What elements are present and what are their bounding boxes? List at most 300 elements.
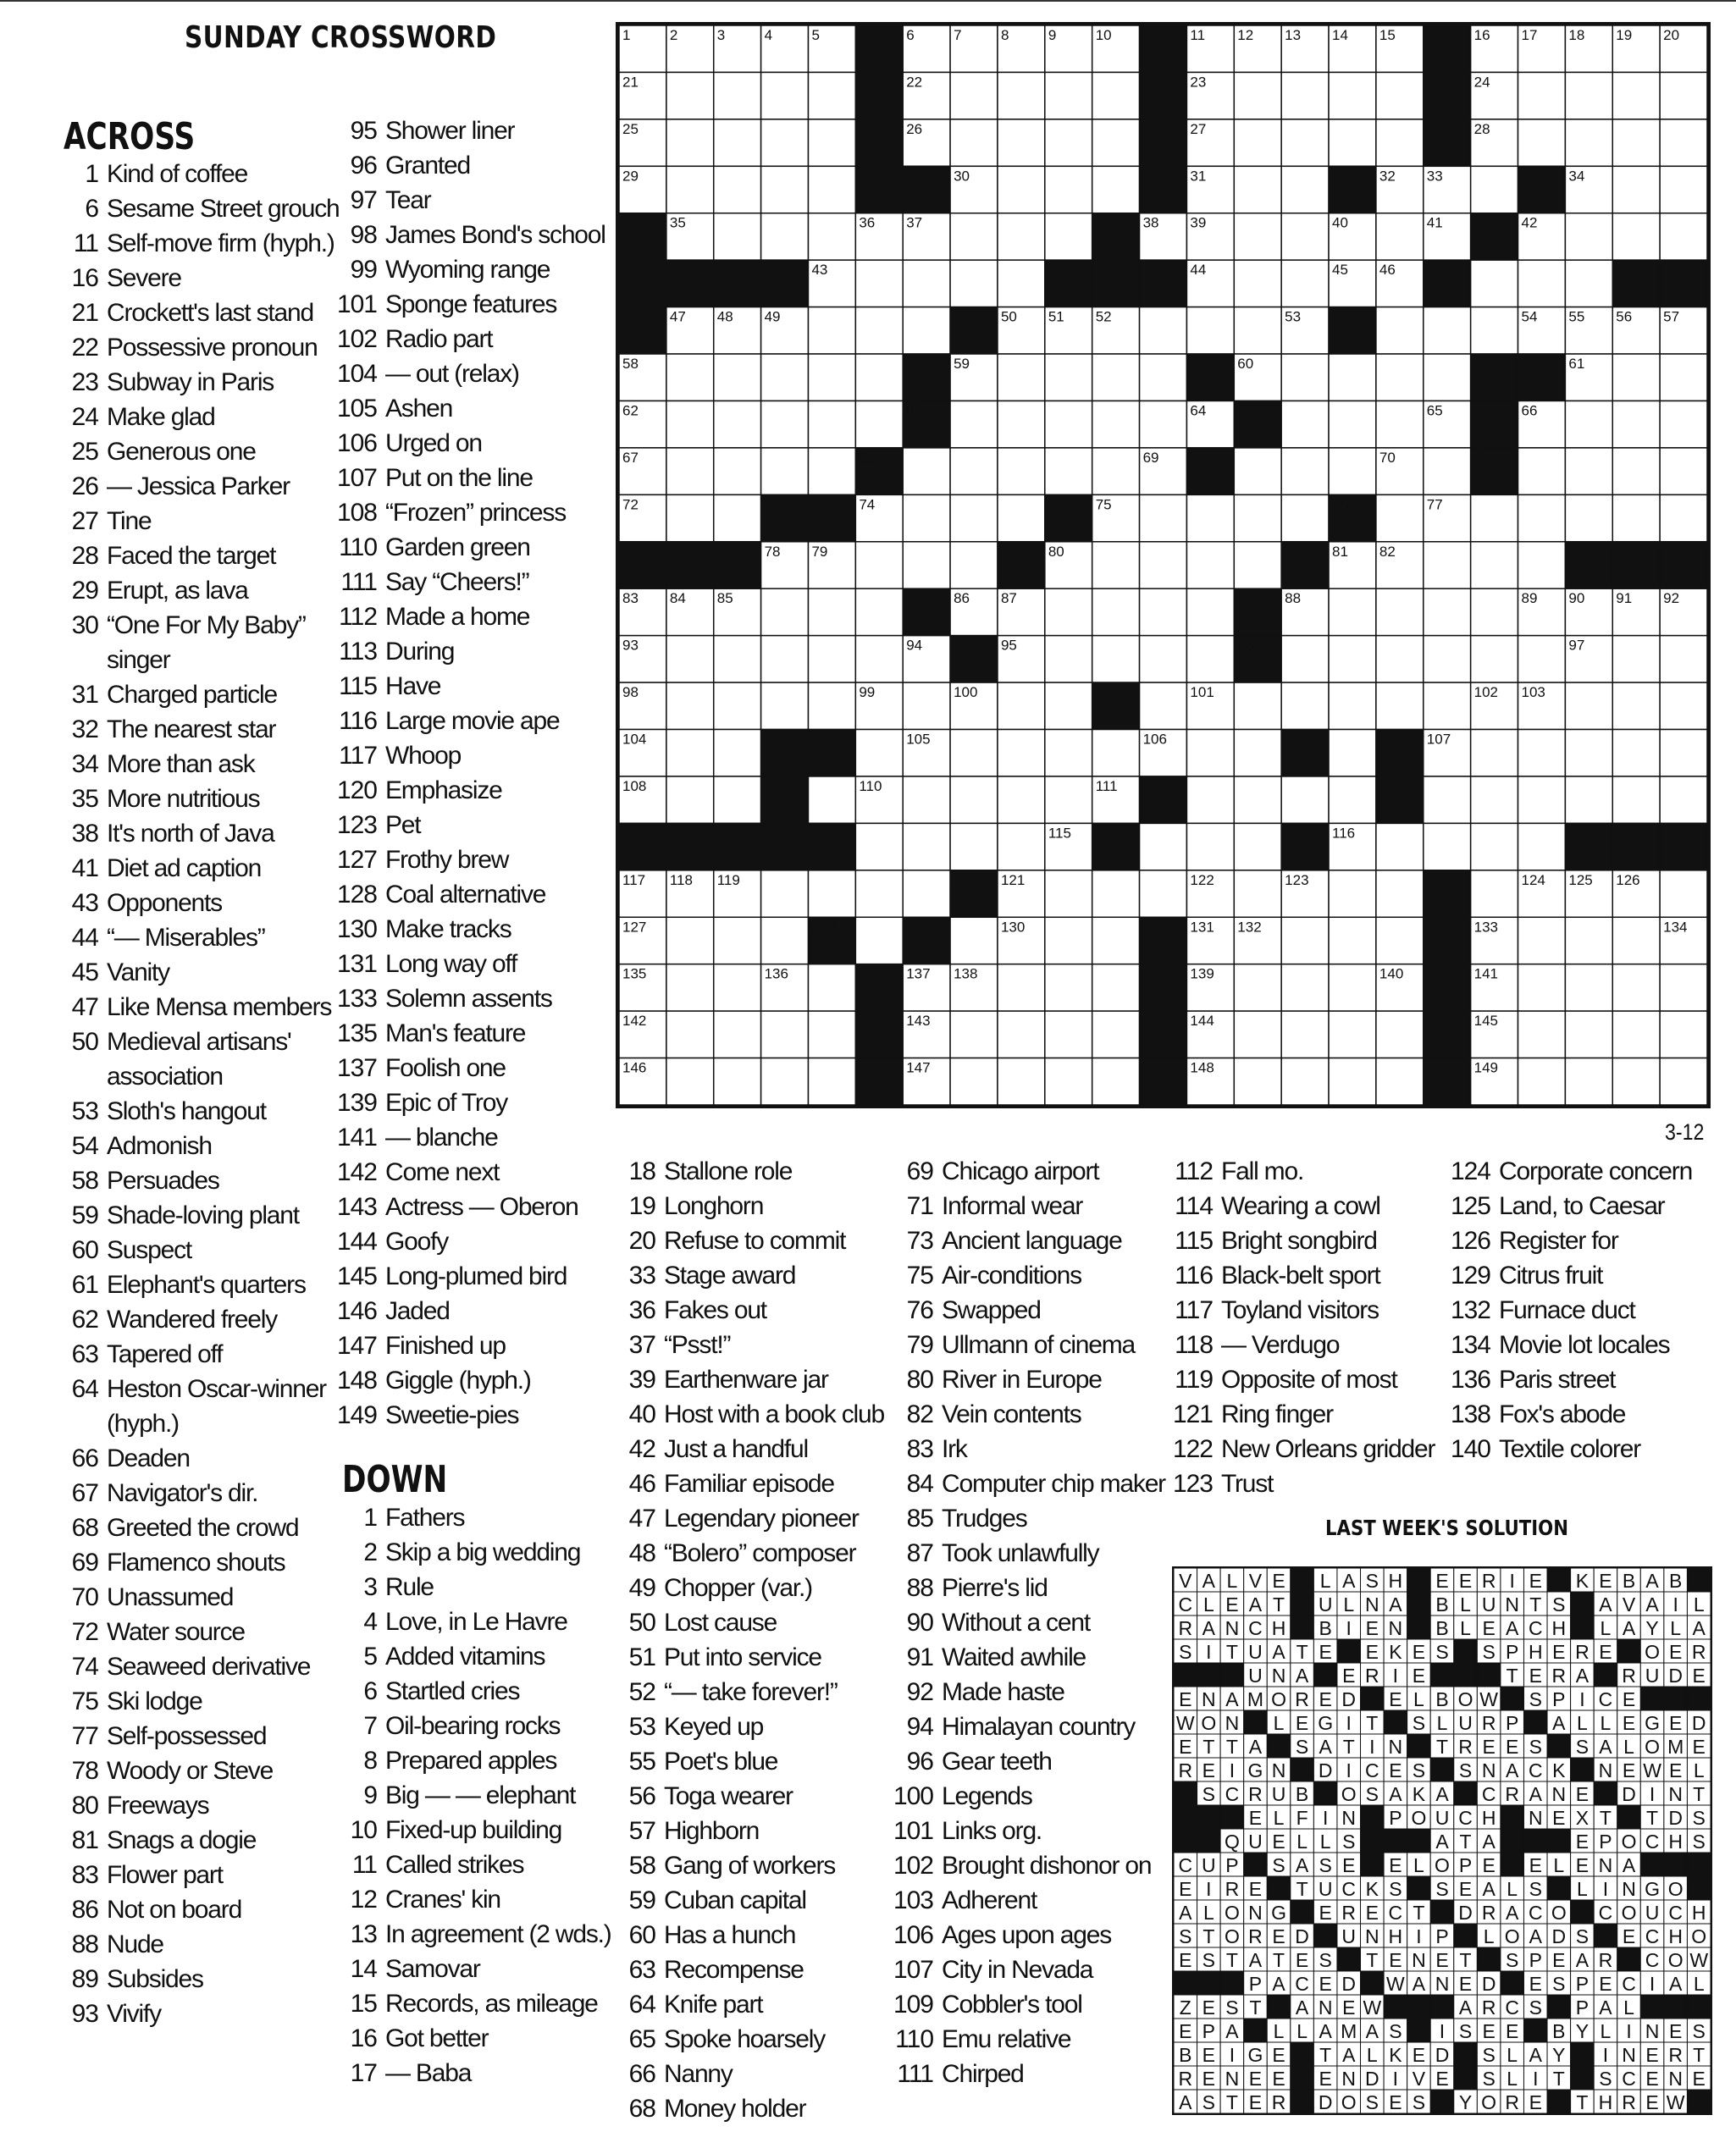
grid-cell[interactable] <box>1612 730 1660 776</box>
grid-cell[interactable] <box>1186 588 1234 635</box>
grid-cell[interactable] <box>1234 730 1281 776</box>
grid-cell[interactable] <box>1092 588 1140 635</box>
grid-cell[interactable] <box>1612 494 1660 541</box>
grid-cell[interactable] <box>1660 776 1707 823</box>
grid-cell[interactable] <box>1140 588 1187 635</box>
grid-cell[interactable] <box>714 166 761 213</box>
grid-cell[interactable] <box>1140 636 1187 682</box>
grid-cell[interactable] <box>1281 1011 1329 1058</box>
grid-cell[interactable] <box>1234 260 1281 307</box>
grid-cell[interactable] <box>1376 72 1424 119</box>
grid-cell[interactable] <box>1424 776 1471 823</box>
grid-cell[interactable] <box>1565 119 1612 166</box>
grid-cell[interactable] <box>1045 682 1092 729</box>
grid-cell[interactable] <box>1660 1011 1707 1058</box>
grid-cell[interactable] <box>1281 1058 1329 1105</box>
grid-cell[interactable] <box>1612 776 1660 823</box>
grid-cell[interactable] <box>808 588 855 635</box>
grid-cell[interactable] <box>950 730 998 776</box>
grid-cell[interactable] <box>1376 354 1424 400</box>
grid-cell[interactable] <box>1565 964 1612 1011</box>
grid-cell[interactable] <box>1186 730 1234 776</box>
grid-cell[interactable] <box>1471 823 1518 870</box>
grid-cell[interactable] <box>1376 682 1424 729</box>
grid-cell[interactable] <box>1376 917 1424 964</box>
grid-cell[interactable] <box>1045 72 1092 119</box>
grid-cell[interactable] <box>1329 682 1376 729</box>
grid-cell[interactable] <box>1045 166 1092 213</box>
grid-cell[interactable] <box>666 119 714 166</box>
grid-cell[interactable] <box>855 917 903 964</box>
grid-cell[interactable] <box>1660 400 1707 447</box>
grid-cell[interactable] <box>950 213 998 260</box>
grid-cell[interactable] <box>1092 166 1140 213</box>
grid-cell[interactable] <box>1565 72 1612 119</box>
grid-cell[interactable] <box>1329 730 1376 776</box>
grid-cell[interactable] <box>950 448 998 494</box>
grid-cell[interactable] <box>1612 354 1660 400</box>
grid-cell[interactable] <box>1660 166 1707 213</box>
grid-cell[interactable] <box>1281 166 1329 213</box>
grid-cell[interactable] <box>1612 119 1660 166</box>
grid-cell[interactable] <box>1140 494 1187 541</box>
grid-cell[interactable] <box>1234 1011 1281 1058</box>
grid-cell[interactable] <box>1660 72 1707 119</box>
grid-cell[interactable] <box>808 448 855 494</box>
grid-cell[interactable] <box>1376 400 1424 447</box>
grid-cell[interactable] <box>761 636 809 682</box>
grid-cell[interactable] <box>714 1011 761 1058</box>
grid-cell[interactable] <box>903 260 950 307</box>
grid-cell[interactable] <box>1092 354 1140 400</box>
grid-cell[interactable] <box>1092 119 1140 166</box>
grid-cell[interactable] <box>1281 119 1329 166</box>
grid-cell[interactable] <box>1234 307 1281 354</box>
grid-cell[interactable] <box>950 494 998 541</box>
grid-cell[interactable] <box>950 1058 998 1105</box>
grid-cell[interactable] <box>1612 636 1660 682</box>
grid-cell[interactable] <box>761 119 809 166</box>
grid-cell[interactable] <box>1471 776 1518 823</box>
grid-cell[interactable] <box>808 682 855 729</box>
grid-cell[interactable] <box>1329 354 1376 400</box>
grid-cell[interactable] <box>761 213 809 260</box>
grid-cell[interactable] <box>761 1011 809 1058</box>
grid-cell[interactable] <box>1424 307 1471 354</box>
grid-cell[interactable] <box>1565 260 1612 307</box>
grid-cell[interactable] <box>666 682 714 729</box>
grid-cell[interactable] <box>1092 542 1140 588</box>
grid-cell[interactable] <box>903 776 950 823</box>
grid-cell[interactable] <box>950 400 998 447</box>
grid-cell[interactable] <box>950 542 998 588</box>
grid-cell[interactable] <box>714 1058 761 1105</box>
grid-cell[interactable] <box>998 354 1045 400</box>
grid-cell[interactable] <box>1329 776 1376 823</box>
grid-cell[interactable] <box>1518 448 1566 494</box>
grid-cell[interactable] <box>1376 823 1424 870</box>
grid-cell[interactable] <box>714 72 761 119</box>
grid-cell[interactable] <box>1234 494 1281 541</box>
grid-cell[interactable] <box>761 400 809 447</box>
grid-cell[interactable] <box>1612 213 1660 260</box>
grid-cell[interactable] <box>666 776 714 823</box>
grid-cell[interactable] <box>1234 682 1281 729</box>
grid-cell[interactable] <box>1471 588 1518 635</box>
grid-cell[interactable] <box>808 400 855 447</box>
grid-cell[interactable] <box>1518 1058 1566 1105</box>
grid-cell[interactable] <box>1612 400 1660 447</box>
grid-cell[interactable] <box>1471 636 1518 682</box>
grid-cell[interactable] <box>1045 119 1092 166</box>
grid-cell[interactable] <box>761 166 809 213</box>
grid-cell[interactable] <box>1471 260 1518 307</box>
grid-cell[interactable] <box>1329 917 1376 964</box>
grid-cell[interactable] <box>1565 448 1612 494</box>
grid-cell[interactable] <box>998 1011 1045 1058</box>
grid-cell[interactable] <box>1045 448 1092 494</box>
grid-cell[interactable] <box>855 354 903 400</box>
grid-cell[interactable] <box>1329 636 1376 682</box>
grid-cell[interactable] <box>1140 400 1187 447</box>
grid-cell[interactable] <box>1281 448 1329 494</box>
grid-cell[interactable] <box>1092 964 1140 1011</box>
grid-cell[interactable] <box>1471 730 1518 776</box>
grid-cell[interactable] <box>808 1058 855 1105</box>
grid-cell[interactable] <box>1660 119 1707 166</box>
grid-cell[interactable] <box>1281 917 1329 964</box>
grid-cell[interactable] <box>998 72 1045 119</box>
grid-cell[interactable] <box>666 1011 714 1058</box>
grid-cell[interactable] <box>761 448 809 494</box>
grid-cell[interactable] <box>855 588 903 635</box>
grid-cell[interactable] <box>855 823 903 870</box>
grid-cell[interactable] <box>998 260 1045 307</box>
grid-cell[interactable] <box>855 260 903 307</box>
grid-cell[interactable] <box>1045 1011 1092 1058</box>
grid-cell[interactable] <box>714 119 761 166</box>
grid-cell[interactable] <box>1092 636 1140 682</box>
grid-cell[interactable] <box>1045 588 1092 635</box>
grid-cell[interactable] <box>855 307 903 354</box>
grid-cell[interactable] <box>1186 307 1234 354</box>
grid-cell[interactable] <box>1092 730 1140 776</box>
grid-cell[interactable] <box>1471 870 1518 917</box>
grid-cell[interactable] <box>1660 964 1707 1011</box>
grid-cell[interactable] <box>1612 72 1660 119</box>
grid-cell[interactable] <box>1140 307 1187 354</box>
grid-cell[interactable] <box>1424 448 1471 494</box>
grid-cell[interactable] <box>1140 542 1187 588</box>
grid-cell[interactable] <box>1140 823 1187 870</box>
grid-cell[interactable] <box>1376 636 1424 682</box>
grid-cell[interactable] <box>1092 400 1140 447</box>
grid-cell[interactable] <box>1281 400 1329 447</box>
grid-cell[interactable] <box>903 494 950 541</box>
grid-cell[interactable] <box>1612 1058 1660 1105</box>
grid-cell[interactable] <box>1234 870 1281 917</box>
grid-cell[interactable] <box>1565 917 1612 964</box>
grid-cell[interactable] <box>1045 964 1092 1011</box>
crossword-grid[interactable] <box>616 22 1711 1108</box>
grid-cell[interactable] <box>1565 776 1612 823</box>
grid-cell[interactable] <box>1660 870 1707 917</box>
grid-cell[interactable] <box>855 542 903 588</box>
grid-cell[interactable] <box>808 776 855 823</box>
grid-cell[interactable] <box>903 823 950 870</box>
grid-cell[interactable] <box>1518 776 1566 823</box>
grid-cell[interactable] <box>855 636 903 682</box>
grid-cell[interactable] <box>1045 354 1092 400</box>
grid-cell[interactable] <box>1186 636 1234 682</box>
grid-cell[interactable] <box>1186 776 1234 823</box>
grid-cell[interactable] <box>714 636 761 682</box>
grid-cell[interactable] <box>1140 354 1187 400</box>
grid-cell[interactable] <box>1234 119 1281 166</box>
grid-cell[interactable] <box>761 588 809 635</box>
grid-cell[interactable] <box>950 917 998 964</box>
grid-cell[interactable] <box>808 964 855 1011</box>
grid-cell[interactable] <box>903 307 950 354</box>
grid-cell[interactable] <box>761 72 809 119</box>
grid-cell[interactable] <box>1376 119 1424 166</box>
grid-cell[interactable] <box>998 448 1045 494</box>
grid-cell[interactable] <box>903 682 950 729</box>
grid-cell[interactable] <box>808 1011 855 1058</box>
grid-cell[interactable] <box>1612 1011 1660 1058</box>
grid-cell[interactable] <box>1518 119 1566 166</box>
grid-cell[interactable] <box>1329 1011 1376 1058</box>
grid-cell[interactable] <box>998 1058 1045 1105</box>
grid-cell[interactable] <box>1518 823 1566 870</box>
grid-cell[interactable] <box>950 72 998 119</box>
grid-cell[interactable] <box>714 354 761 400</box>
grid-cell[interactable] <box>1424 823 1471 870</box>
grid-cell[interactable] <box>1660 494 1707 541</box>
grid-cell[interactable] <box>714 776 761 823</box>
grid-cell[interactable] <box>714 917 761 964</box>
grid-cell[interactable] <box>1186 823 1234 870</box>
grid-cell[interactable] <box>1045 1058 1092 1105</box>
grid-cell[interactable] <box>1660 448 1707 494</box>
grid-cell[interactable] <box>808 166 855 213</box>
grid-cell[interactable] <box>1376 494 1424 541</box>
grid-cell[interactable] <box>761 354 809 400</box>
grid-cell[interactable] <box>903 870 950 917</box>
grid-cell[interactable] <box>1234 166 1281 213</box>
grid-cell[interactable] <box>1518 636 1566 682</box>
grid-cell[interactable] <box>1329 870 1376 917</box>
grid-cell[interactable] <box>808 870 855 917</box>
grid-cell[interactable] <box>998 119 1045 166</box>
grid-cell[interactable] <box>1045 400 1092 447</box>
grid-cell[interactable] <box>1376 213 1424 260</box>
grid-cell[interactable] <box>1092 870 1140 917</box>
grid-cell[interactable] <box>1471 542 1518 588</box>
grid-cell[interactable] <box>1045 730 1092 776</box>
grid-cell[interactable] <box>950 1011 998 1058</box>
grid-cell[interactable] <box>1281 494 1329 541</box>
grid-cell[interactable] <box>666 1058 714 1105</box>
grid-cell[interactable] <box>666 448 714 494</box>
grid-cell[interactable] <box>950 823 998 870</box>
grid-cell[interactable] <box>998 400 1045 447</box>
grid-cell[interactable] <box>950 260 998 307</box>
grid-cell[interactable] <box>666 400 714 447</box>
grid-cell[interactable] <box>714 448 761 494</box>
grid-cell[interactable] <box>1234 776 1281 823</box>
grid-cell[interactable] <box>714 682 761 729</box>
grid-cell[interactable] <box>998 213 1045 260</box>
grid-cell[interactable] <box>666 917 714 964</box>
grid-cell[interactable] <box>1660 354 1707 400</box>
grid-cell[interactable] <box>808 213 855 260</box>
grid-cell[interactable] <box>1660 213 1707 260</box>
grid-cell[interactable] <box>1518 72 1566 119</box>
grid-cell[interactable] <box>855 730 903 776</box>
grid-cell[interactable] <box>1565 494 1612 541</box>
grid-cell[interactable] <box>1518 917 1566 964</box>
grid-cell[interactable] <box>1281 354 1329 400</box>
grid-cell[interactable] <box>998 823 1045 870</box>
grid-cell[interactable] <box>1329 119 1376 166</box>
grid-cell[interactable] <box>1424 682 1471 729</box>
grid-cell[interactable] <box>998 494 1045 541</box>
grid-cell[interactable] <box>761 917 809 964</box>
grid-cell[interactable] <box>1140 870 1187 917</box>
grid-cell[interactable] <box>1376 870 1424 917</box>
grid-cell[interactable] <box>1518 260 1566 307</box>
grid-cell[interactable] <box>855 400 903 447</box>
grid-cell[interactable] <box>1092 1011 1140 1058</box>
grid-cell[interactable] <box>1612 448 1660 494</box>
grid-cell[interactable] <box>1186 494 1234 541</box>
grid-cell[interactable] <box>903 542 950 588</box>
grid-cell[interactable] <box>1471 166 1518 213</box>
grid-cell[interactable] <box>1518 964 1566 1011</box>
grid-cell[interactable] <box>808 119 855 166</box>
grid-cell[interactable] <box>903 448 950 494</box>
grid-cell[interactable] <box>1565 213 1612 260</box>
grid-cell[interactable] <box>808 307 855 354</box>
grid-cell[interactable] <box>1518 494 1566 541</box>
grid-cell[interactable] <box>1565 1058 1612 1105</box>
grid-cell[interactable] <box>950 119 998 166</box>
grid-cell[interactable] <box>1329 72 1376 119</box>
grid-cell[interactable] <box>1424 354 1471 400</box>
grid-cell[interactable] <box>1140 682 1187 729</box>
grid-cell[interactable] <box>998 682 1045 729</box>
grid-cell[interactable] <box>1329 400 1376 447</box>
grid-cell[interactable] <box>950 776 998 823</box>
grid-cell[interactable] <box>1045 213 1092 260</box>
grid-cell[interactable] <box>714 213 761 260</box>
grid-cell[interactable] <box>1234 964 1281 1011</box>
grid-cell[interactable] <box>1612 682 1660 729</box>
grid-cell[interactable] <box>714 400 761 447</box>
grid-cell[interactable] <box>1092 917 1140 964</box>
grid-cell[interactable] <box>1518 730 1566 776</box>
grid-cell[interactable] <box>1612 917 1660 964</box>
grid-cell[interactable] <box>1281 776 1329 823</box>
grid-cell[interactable] <box>1092 1058 1140 1105</box>
grid-cell[interactable] <box>1376 1011 1424 1058</box>
grid-cell[interactable] <box>1234 448 1281 494</box>
grid-cell[interactable] <box>666 72 714 119</box>
grid-cell[interactable] <box>1281 682 1329 729</box>
grid-cell[interactable] <box>1660 730 1707 776</box>
grid-cell[interactable] <box>1518 542 1566 588</box>
grid-cell[interactable] <box>1329 448 1376 494</box>
grid-cell[interactable] <box>1471 307 1518 354</box>
grid-cell[interactable] <box>808 636 855 682</box>
grid-cell[interactable] <box>1329 1058 1376 1105</box>
grid-cell[interactable] <box>761 870 809 917</box>
grid-cell[interactable] <box>1281 260 1329 307</box>
grid-cell[interactable] <box>998 166 1045 213</box>
grid-cell[interactable] <box>998 776 1045 823</box>
grid-cell[interactable] <box>666 354 714 400</box>
grid-cell[interactable] <box>714 494 761 541</box>
grid-cell[interactable] <box>1234 1058 1281 1105</box>
grid-cell[interactable] <box>1424 636 1471 682</box>
grid-cell[interactable] <box>1234 213 1281 260</box>
grid-cell[interactable] <box>1281 72 1329 119</box>
grid-cell[interactable] <box>1234 542 1281 588</box>
grid-cell[interactable] <box>1660 1058 1707 1105</box>
grid-cell[interactable] <box>1092 448 1140 494</box>
grid-cell[interactable] <box>1424 542 1471 588</box>
grid-cell[interactable] <box>1329 588 1376 635</box>
grid-cell[interactable] <box>1045 776 1092 823</box>
grid-cell[interactable] <box>1092 72 1140 119</box>
grid-cell[interactable] <box>998 964 1045 1011</box>
grid-cell[interactable] <box>1518 1011 1566 1058</box>
grid-cell[interactable] <box>998 730 1045 776</box>
grid-cell[interactable] <box>761 1058 809 1105</box>
grid-cell[interactable] <box>666 730 714 776</box>
grid-cell[interactable] <box>1045 636 1092 682</box>
grid-cell[interactable] <box>1376 307 1424 354</box>
grid-cell[interactable] <box>1045 917 1092 964</box>
grid-cell[interactable] <box>666 494 714 541</box>
grid-cell[interactable] <box>666 636 714 682</box>
grid-cell[interactable] <box>1612 964 1660 1011</box>
grid-cell[interactable] <box>808 72 855 119</box>
grid-cell[interactable] <box>761 682 809 729</box>
grid-cell[interactable] <box>1565 1011 1612 1058</box>
grid-cell[interactable] <box>1565 730 1612 776</box>
grid-cell[interactable] <box>1186 542 1234 588</box>
grid-cell[interactable] <box>666 964 714 1011</box>
grid-cell[interactable] <box>1234 72 1281 119</box>
grid-cell[interactable] <box>1424 588 1471 635</box>
grid-cell[interactable] <box>1660 636 1707 682</box>
grid-cell[interactable] <box>1045 870 1092 917</box>
grid-cell[interactable] <box>808 354 855 400</box>
grid-cell[interactable] <box>1660 682 1707 729</box>
grid-cell[interactable] <box>714 730 761 776</box>
grid-cell[interactable] <box>1565 400 1612 447</box>
grid-cell[interactable] <box>1281 636 1329 682</box>
grid-cell[interactable] <box>855 870 903 917</box>
grid-cell[interactable] <box>1281 964 1329 1011</box>
grid-cell[interactable] <box>714 964 761 1011</box>
grid-cell[interactable] <box>1376 1058 1424 1105</box>
grid-cell[interactable] <box>1376 588 1424 635</box>
grid-cell[interactable] <box>1471 494 1518 541</box>
grid-cell[interactable] <box>1565 682 1612 729</box>
